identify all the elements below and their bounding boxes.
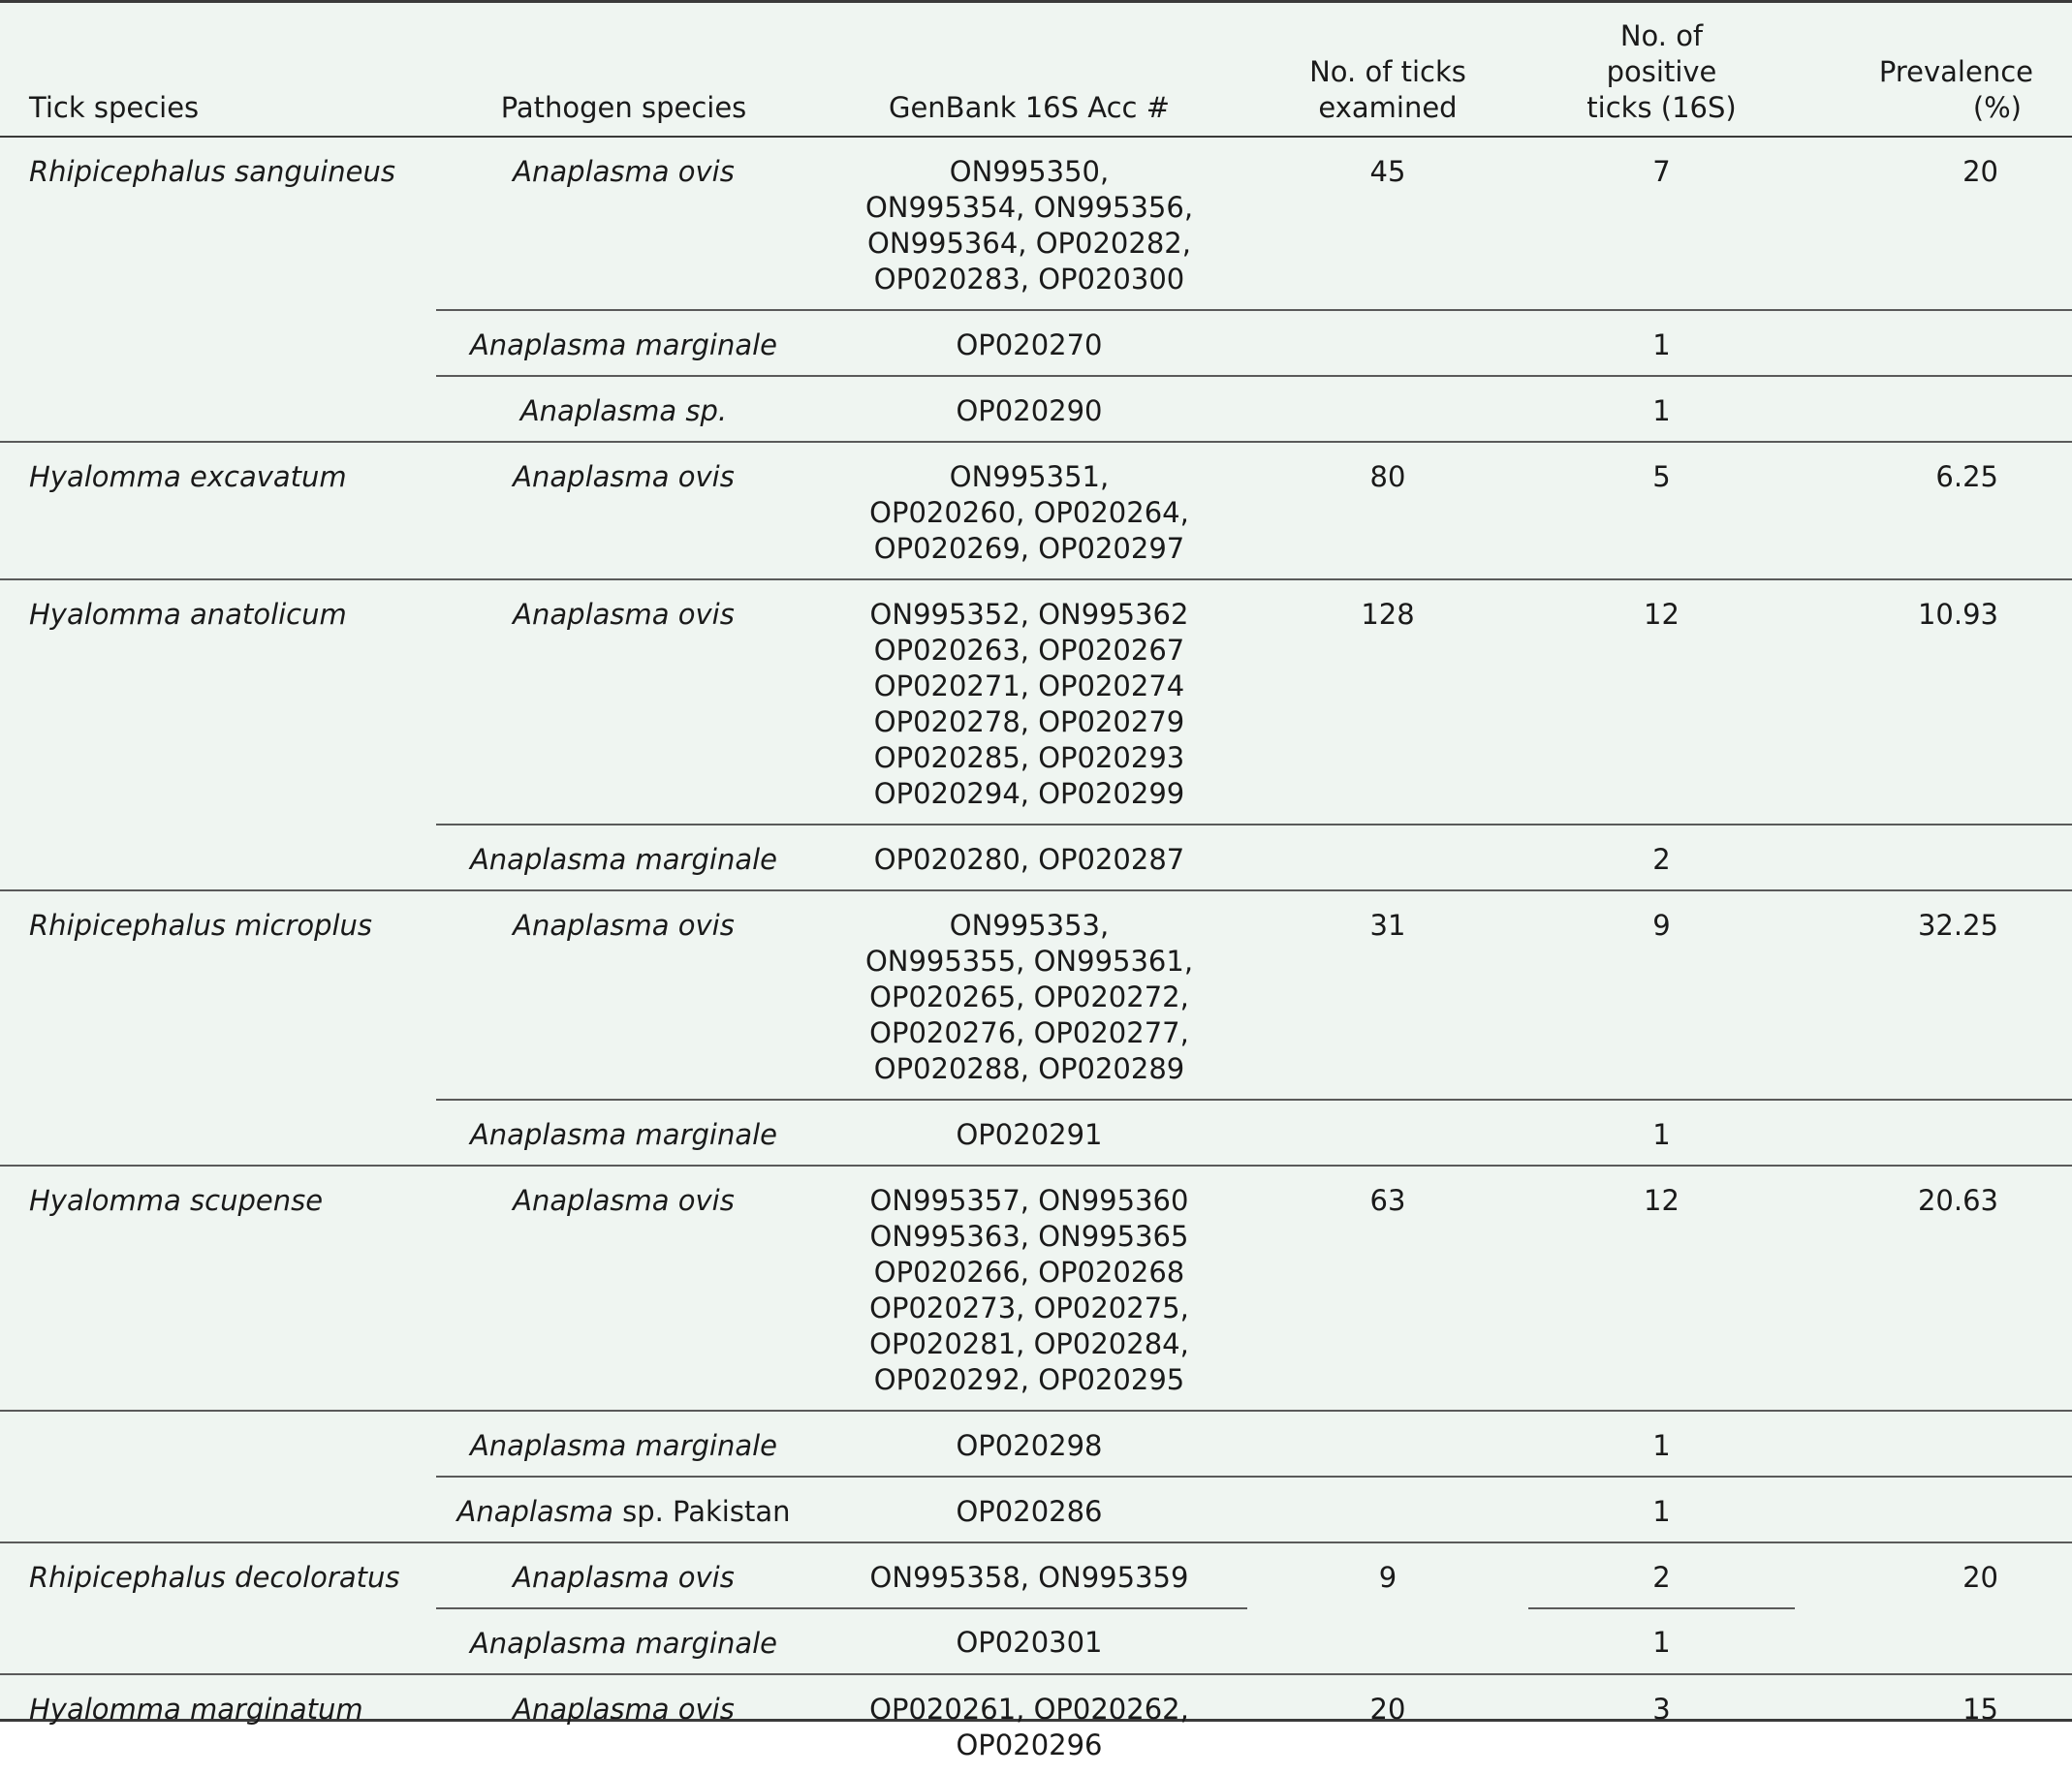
accession-line: OP020269, OP020297: [873, 532, 1185, 565]
cell-prevalence: [1795, 376, 2072, 442]
accession-line: OP020298: [956, 1429, 1103, 1462]
accession-line: OP020290: [956, 394, 1103, 427]
cell-positive-ticks: 12: [1528, 579, 1795, 825]
cell-positive-ticks: 1: [1528, 1477, 1795, 1542]
cell-genbank-accession: [811, 890, 1247, 1100]
accession-line: ON995355, ON995361,: [864, 945, 1194, 978]
cell-ticks-examined: 128: [1247, 579, 1528, 825]
header-positive-ticks-line: ticks (16S): [1586, 91, 1737, 124]
accession-line: ON995352, ON995362: [869, 598, 1189, 631]
cell-ticks-examined: [1247, 1608, 1528, 1674]
cell-positive-ticks: 3: [1528, 1674, 1795, 1775]
cell-genbank-accession: [811, 1608, 1247, 1674]
cell-ticks-examined: [1247, 825, 1528, 890]
cell-ticks-examined: 63: [1247, 1166, 1528, 1411]
cell-pathogen-species: Anaplasma marginale: [436, 1608, 811, 1674]
accession-line: ON995358, ON995359: [869, 1561, 1189, 1594]
cell-tick-species: [0, 310, 436, 376]
cell-genbank-accession: [811, 1166, 1247, 1411]
cell-genbank-accession: [811, 1674, 1247, 1775]
cell-prevalence: [1795, 1608, 2072, 1674]
cell-pathogen-species: Anaplasma ovis: [513, 155, 735, 188]
cell-tick-species: Rhipicephalus microplus: [0, 890, 436, 1100]
accession-line: OP020294, OP020299: [873, 777, 1185, 810]
accession-line: ON995353,: [949, 909, 1110, 942]
table-row: [0, 1608, 2072, 1674]
cell-positive-ticks: 1: [1528, 1411, 1795, 1477]
table-header: [0, 3, 2072, 137]
table-row: [0, 1477, 2072, 1542]
cell-positive-ticks: 5: [1528, 442, 1795, 579]
accession-line: OP020285, OP020293: [873, 741, 1185, 774]
cell-pathogen-species: Anaplasma ovis: [436, 1166, 811, 1411]
accession-line: OP020278, OP020279: [873, 705, 1185, 738]
cell-positive-ticks: 12: [1528, 1166, 1795, 1411]
cell-tick-species: [0, 1411, 436, 1477]
table-row: [0, 1542, 2072, 1608]
cell-tick-species: [0, 825, 436, 890]
table-row: [0, 890, 2072, 1100]
cell-genbank-accession: [811, 442, 1247, 579]
table-row: [0, 442, 2072, 579]
accession-line: OP020261, OP020262,: [869, 1693, 1189, 1726]
cell-pathogen-species: Anaplasma sp.: [436, 376, 811, 442]
cell-tick-species: Hyalomma marginatum: [0, 1674, 436, 1775]
header-positive-ticks: [1528, 3, 1795, 137]
cell-pathogen-species: Anaplasma marginale: [436, 1100, 811, 1166]
table-row: [0, 137, 2072, 310]
accession-line: ON995364, OP020282,: [867, 227, 1191, 260]
table-row: [0, 579, 2072, 825]
header-prevalence-line: (%): [1972, 91, 2022, 124]
table-row: [0, 1100, 2072, 1166]
cell-pathogen-species: Anaplasma marginale: [436, 825, 811, 890]
cell-pathogen-species: Anaplasma ovis: [436, 442, 811, 579]
cell-prevalence: 20: [1795, 1542, 2072, 1608]
accession-line: ON995354, ON995356,: [864, 191, 1194, 224]
cell-tick-species: [0, 1608, 436, 1674]
accession-line: OP020270: [956, 328, 1103, 361]
cell-genbank-accession: [811, 1100, 1247, 1166]
accession-line: OP020280, OP020287: [873, 843, 1185, 876]
accession-line: OP020288, OP020289: [873, 1052, 1185, 1085]
accession-line: OP020281, OP020284,: [869, 1327, 1189, 1360]
cell-genbank-accession: [811, 1411, 1247, 1477]
cell-ticks-examined: [1247, 1100, 1528, 1166]
accession-line: OP020276, OP020277,: [869, 1016, 1189, 1049]
cell-genbank-accession: [811, 1477, 1247, 1542]
header-ticks-examined-line: No. of ticks: [1309, 55, 1466, 88]
accession-line: OP020292, OP020295: [873, 1363, 1185, 1396]
cell-genbank-accession: [811, 825, 1247, 890]
table-row: [0, 310, 2072, 376]
cell-ticks-examined: [1247, 1477, 1528, 1542]
cell-positive-ticks: 1: [1528, 1100, 1795, 1166]
table-row: [0, 1166, 2072, 1411]
pathogen-qualifier: sp. Pakistan: [612, 1495, 791, 1528]
accession-line: OP020286: [956, 1495, 1103, 1528]
cell-pathogen-species: Anaplasma ovis: [436, 1542, 811, 1608]
cell-ticks-examined: [1247, 1411, 1528, 1477]
cell-prevalence: [1795, 310, 2072, 376]
cell-ticks-examined: [1247, 376, 1528, 442]
pathogen-genus: Anaplasma: [456, 1495, 613, 1528]
cell-positive-ticks: 1: [1528, 1608, 1795, 1674]
cell-positive-ticks: 1: [1528, 376, 1795, 442]
accession-line: ON995357, ON995360: [869, 1184, 1189, 1217]
cell-tick-species: [0, 1477, 436, 1542]
cell-genbank-accession: [811, 579, 1247, 825]
cell-pathogen-species: Anaplasma marginale: [436, 1411, 811, 1477]
cell-positive-ticks: 1: [1528, 310, 1795, 376]
cell-pathogen-species: Anaplasma ovis: [436, 579, 811, 825]
cell-genbank-accession: [811, 376, 1247, 442]
table-row: [0, 1411, 2072, 1477]
cell-prevalence: [1795, 1477, 2072, 1542]
accession-line: ON995350,: [949, 155, 1110, 188]
cell-prevalence: 15: [1795, 1674, 2072, 1775]
header-ticks-examined-line: examined: [1318, 91, 1458, 124]
cell-ticks-examined: 9: [1247, 1542, 1528, 1608]
accession-line: OP020271, OP020274: [873, 670, 1185, 702]
accession-line: OP020296: [956, 1728, 1103, 1761]
cell-ticks-examined: [1247, 310, 1528, 376]
accession-line: OP020260, OP020264,: [869, 496, 1189, 529]
cell-genbank-accession: [811, 310, 1247, 376]
cell-tick-species: Rhipicephalus sanguineus: [29, 155, 395, 188]
cell-ticks-examined: 31: [1247, 890, 1528, 1100]
cell-pathogen-species: [436, 1477, 811, 1542]
cell-prevalence: [1795, 825, 2072, 890]
header-prevalence: [1795, 3, 2072, 137]
accession-line: OP020283, OP020300: [873, 263, 1185, 296]
header-prevalence-line: Prevalence: [1878, 55, 2033, 88]
accession-line: OP020265, OP020272,: [869, 981, 1189, 1013]
accession-line: OP020266, OP020268: [873, 1256, 1185, 1289]
cell-prevalence: [1795, 1411, 2072, 1477]
header-tick-species: Tick species: [0, 3, 436, 137]
accession-line: OP020301: [956, 1626, 1103, 1659]
cell-positive-ticks: 7: [1652, 155, 1671, 188]
tick-pathogen-table: [0, 3, 2072, 1775]
header-genbank-accession: GenBank 16S Acc #: [811, 3, 1247, 137]
cell-positive-ticks: 2: [1528, 825, 1795, 890]
cell-genbank-accession: [811, 137, 1247, 310]
cell-pathogen-species: Anaplasma marginale: [436, 310, 811, 376]
cell-tick-species: [0, 1100, 436, 1166]
table-row: [0, 1674, 2072, 1775]
header-positive-ticks-line: positive: [1606, 55, 1717, 88]
table-row: [0, 825, 2072, 890]
cell-prevalence: 6.25: [1795, 442, 2072, 579]
cell-prevalence: 10.93: [1795, 579, 2072, 825]
cell-tick-species: Hyalomma excavatum: [0, 442, 436, 579]
cell-tick-species: Hyalomma anatolicum: [0, 579, 436, 825]
cell-ticks-examined: 20: [1247, 1674, 1528, 1775]
table-body: [0, 137, 2072, 1775]
accession-line: OP020263, OP020267: [873, 634, 1185, 667]
cell-prevalence: 20: [1962, 155, 1998, 188]
cell-prevalence: [1795, 1100, 2072, 1166]
accession-line: OP020273, OP020275,: [869, 1292, 1189, 1324]
cell-tick-species: [0, 376, 436, 442]
header-pathogen-species: Pathogen species: [436, 3, 811, 137]
cell-tick-species: Hyalomma scupense: [0, 1166, 436, 1411]
cell-prevalence: 20.63: [1795, 1166, 2072, 1411]
cell-ticks-examined: 45: [1369, 155, 1406, 188]
accession-line: OP020291: [956, 1118, 1103, 1151]
cell-positive-ticks: 2: [1528, 1542, 1795, 1608]
cell-ticks-examined: 80: [1247, 442, 1528, 579]
table-row: [0, 376, 2072, 442]
cell-tick-species: Rhipicephalus decoloratus: [0, 1542, 436, 1608]
cell-pathogen-species: Anaplasma ovis: [436, 1674, 811, 1775]
header-positive-ticks-line: No. of: [1619, 19, 1704, 52]
cell-genbank-accession: [811, 1542, 1247, 1608]
cell-pathogen-species: Anaplasma ovis: [436, 890, 811, 1100]
header-ticks-examined: [1247, 3, 1528, 137]
cell-prevalence: 32.25: [1795, 890, 2072, 1100]
accession-line: ON995363, ON995365: [869, 1220, 1189, 1253]
cell-positive-ticks: 9: [1528, 890, 1795, 1100]
accession-line: ON995351,: [949, 460, 1110, 493]
